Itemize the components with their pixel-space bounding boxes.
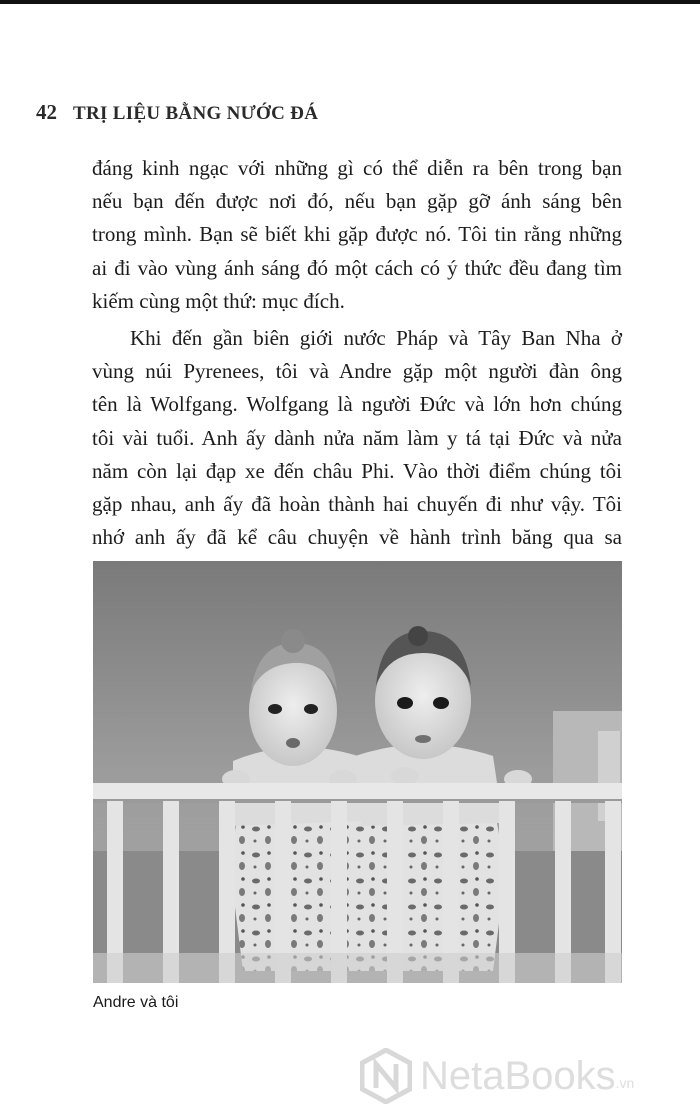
watermark <box>360 1046 690 1106</box>
text-line: tên là Wolfgang. Wolfgang là người Đức và lớn hơn chúng <box>92 392 622 417</box>
watermark-brand: NetaBooks <box>420 1053 616 1098</box>
running-title: TRỊ LIỆU BẰNG NƯỚC ĐÁ <box>73 103 319 124</box>
text-line: năm còn lại đạp xe đến châu Phi. Vào thời điểm chúng tôi <box>92 458 622 483</box>
text-line: kiếm cùng một thứ: mục đích. <box>92 288 345 313</box>
text-line: gặp nhau, anh ấy đã hoàn thành hai chuyến đi như vậy. Tôi <box>92 492 622 517</box>
page-number: 42 <box>36 100 57 124</box>
text-line: tôi vài tuổi. Anh ấy dành nửa năm làm y tá tại Đức và nửa <box>92 425 622 450</box>
top-border-rule <box>0 0 700 4</box>
text-line: nếu bạn đến được nơi đó, nếu bạn gặp gỡ ánh sáng bên <box>92 189 622 214</box>
netabooks-logo-icon <box>360 1048 412 1104</box>
photo-caption: Andre và tôi <box>93 994 179 1011</box>
text-line: Khi đến gần biên giới nước Pháp và Tây Ban Nha ở <box>130 326 622 351</box>
watermark-suffix: .vn <box>615 1075 635 1091</box>
photo-two-toddlers-in-crib <box>93 561 622 983</box>
text-line: trong mình. Bạn sẽ biết khi gặp được nó. Tôi tin rằng những <box>92 222 622 247</box>
body-text <box>92 152 622 554</box>
text-line: vùng núi Pyrenees, tôi và Andre gặp một người đàn ông <box>92 359 622 384</box>
text-line: ai đi vào vùng ánh sáng đó một cách có ý thức đều đang tìm <box>92 255 622 280</box>
text-line: đáng kinh ngạc với những gì có thể diễn ra bên trong bạn <box>92 156 622 180</box>
running-header <box>36 100 676 132</box>
text-line: nhớ anh ấy đã kể câu chuyện về hành trình băng qua sa <box>92 525 622 550</box>
